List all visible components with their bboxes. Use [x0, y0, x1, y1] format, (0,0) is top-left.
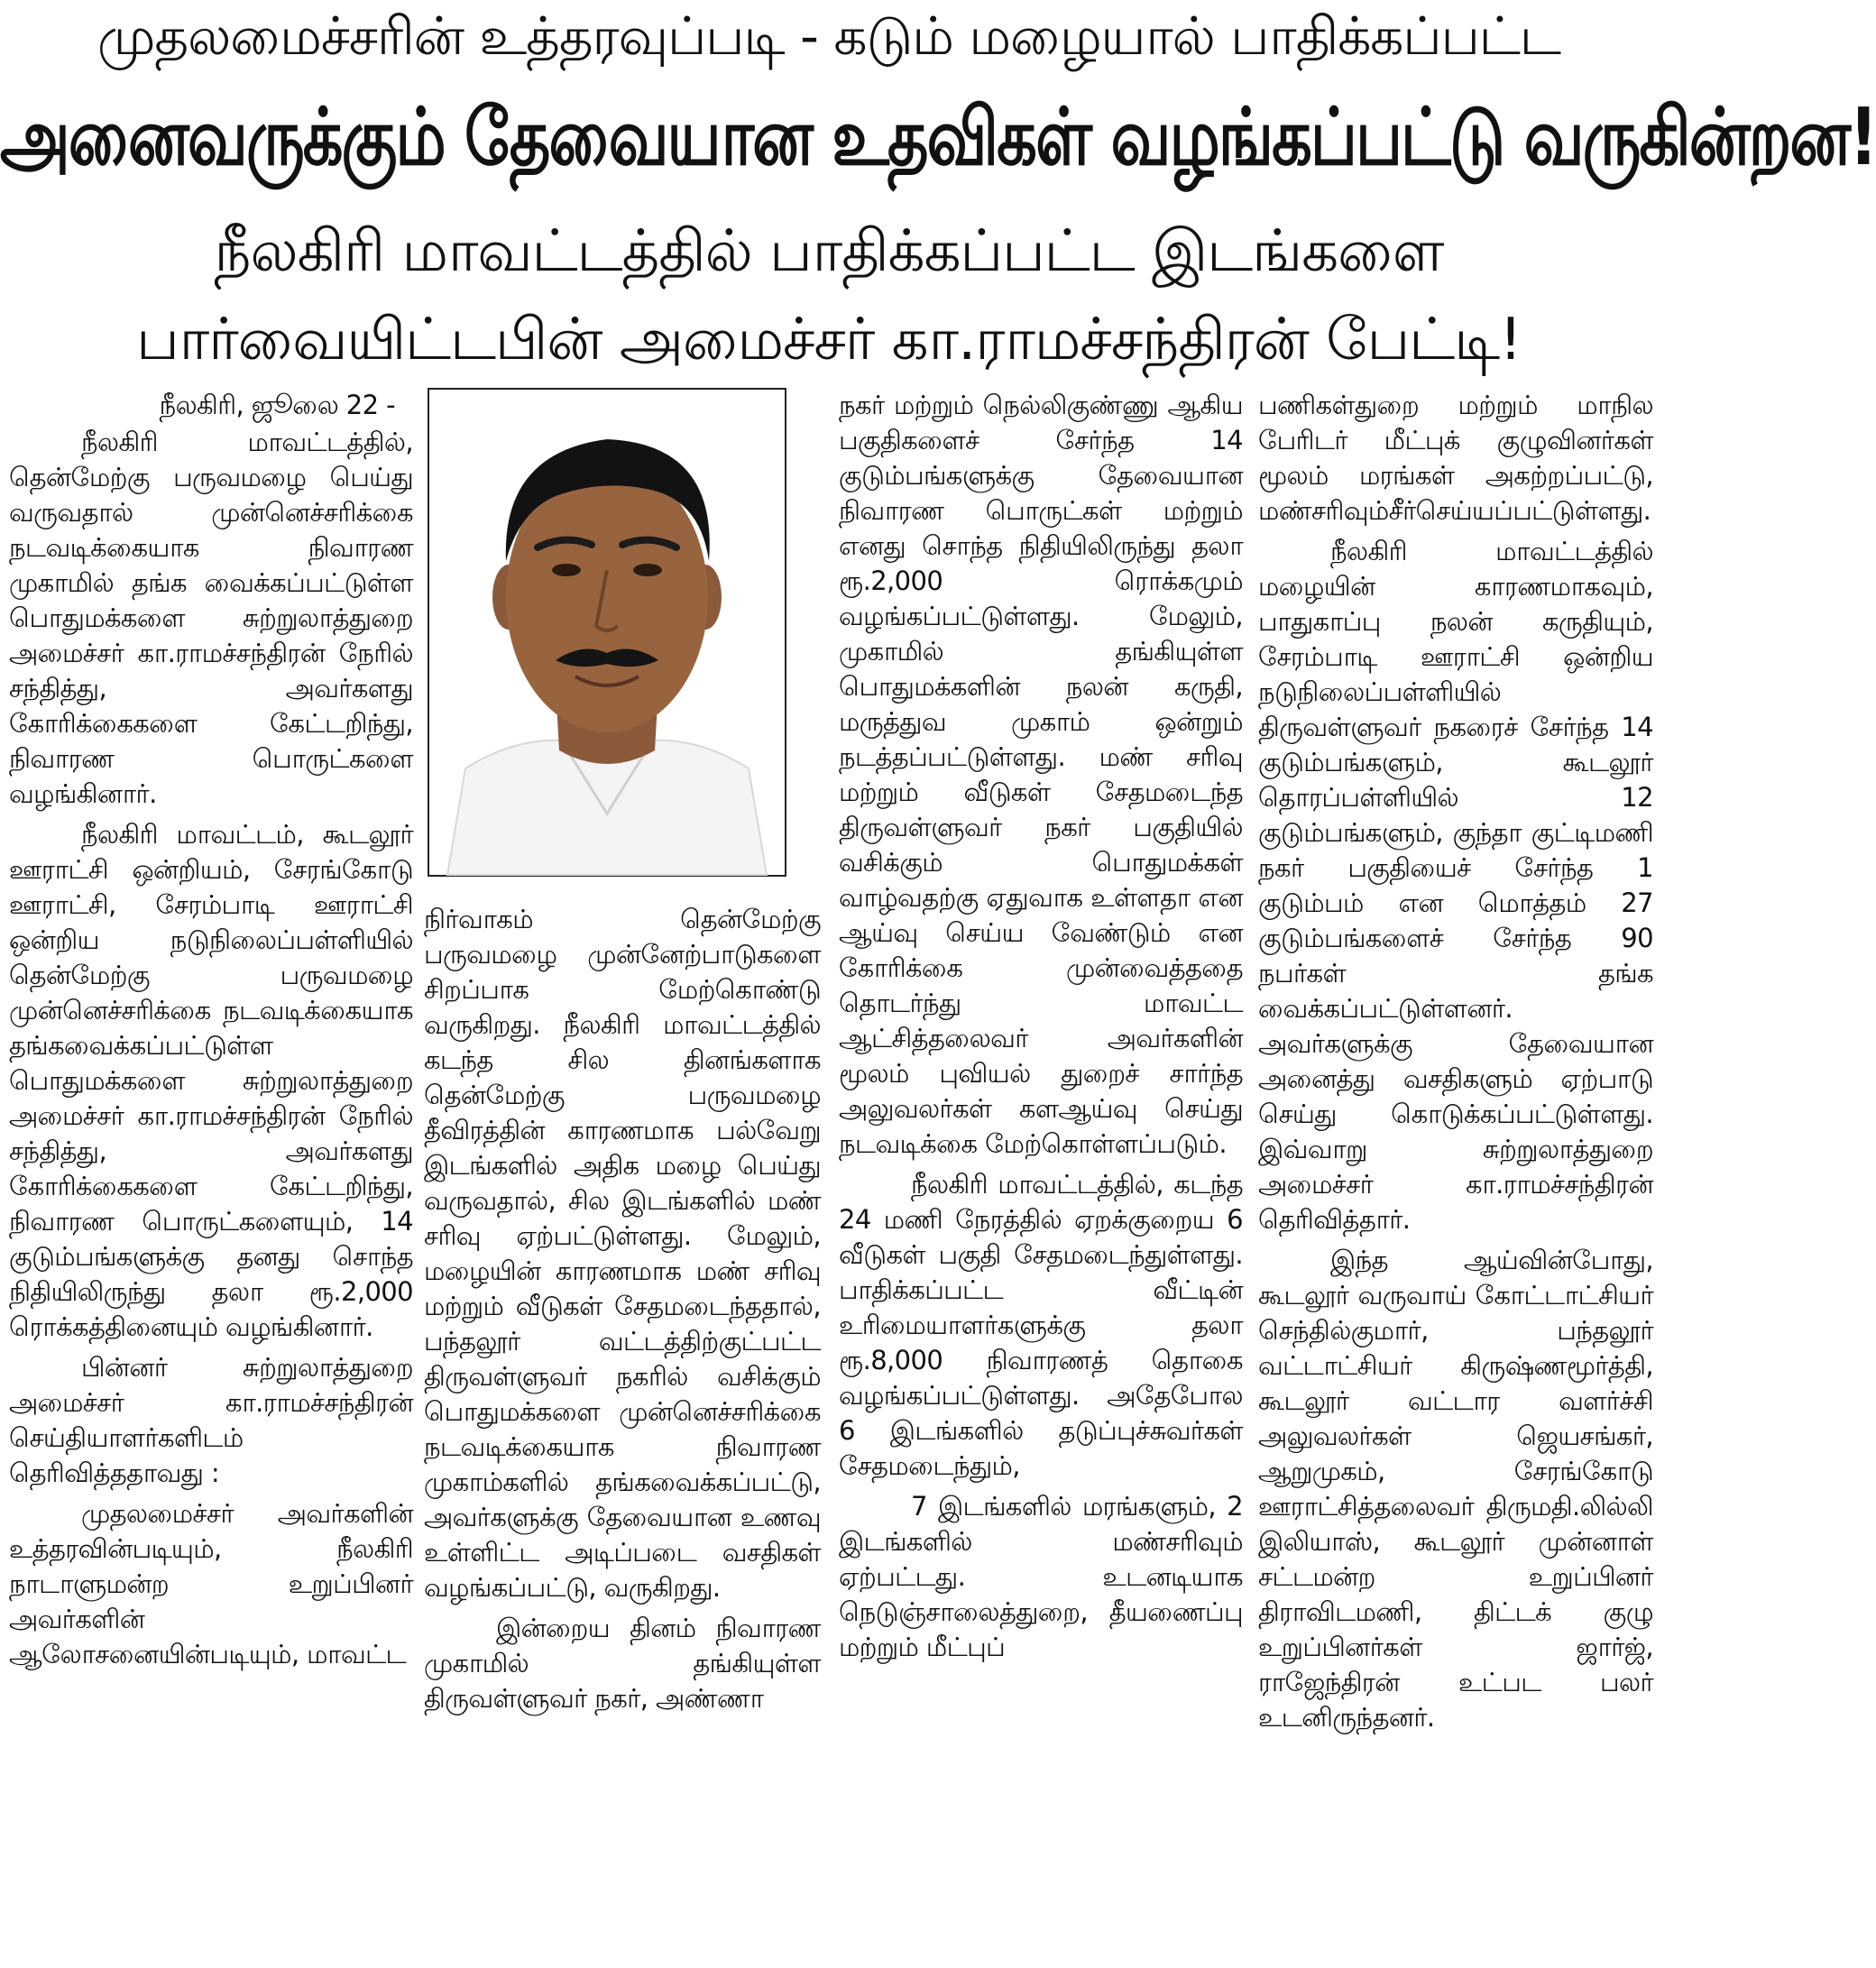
article-column-4: [1258, 388, 1653, 1966]
main-headline: அனைவருக்கும் தேவையான உதவிகள் வழங்கப்பட்டு வருகின்றன!: [0, 90, 1876, 184]
article-column-1: [9, 388, 413, 1966]
paragraph: நீலகிரி மாவட்டத்தில், கடந்த 24 மணி நேரத்தில் ஏறக்குறைய 6 வீடுகள் பகுதி சேதமடைந்துள்ளது. பாதிக்கப்பட்ட வீட்டின் உரிமையாளர்களுக்கு தலா ரூ.8,000 நிவாரணத் தொகை வழங்கப்பட்டுள்ளது. அதேபோல 6 இடங்களில் தடுப்புச்சுவர்கள் சேதமடைந்தும்,: [839, 1169, 1243, 1481]
paragraph: நீலகிரி மாவட்டம், கூடலூர் ஊராட்சி ஒன்றியம், சேரங்கோடு ஊராட்சி, சேரம்பாடி ஊராட்சி ஒன்றிய நடுநிலைப்பள்ளியில் தென்மேற்கு பருவமழை முன்னெச்சரிக்கை நடவடிக்கையாக தங்கவைக்கப்பட்டுள்ள பொதுமக்களை சுற்றுலாத்துறை அமைச்சர் கா.ராமச்சந்திரன் நேரில் சந்தித்து, அவர்களது கோரிக்கைகளை கேட்டறிந்து, நிவாரண பொருட்களையும், 14 குடும்பங்களுக்கு தனது சொந்த நிதியிலிருந்து தலா ரூ.2,000 ரொக்கத்தினையும் வழங்கினார்.: [9, 819, 413, 1342]
paragraph: நீலகிரி மாவட்டத்தில், தென்மேற்கு பருவமழை பெய்து வருவதால் முன்னெச்சரிக்கை நடவடிக்கையாக நிவாரண முகாமில் தங்க வைக்கப்பட்டுள்ள பொதுமக்களை சுற்றுலாத்துறை அமைச்சர் கா.ராமச்சந்திரன் நேரில் சந்தித்து, அவர்களது கோரிக்கைகளை கேட்டறிந்து, நிவாரண பொருட்களை வழங்கினார்.: [9, 427, 413, 809]
paragraph: இந்த ஆய்வின்போது, கூடலூர் வருவாய் கோட்டாட்சியர் செந்தில்குமார், பந்தலூர் வட்டாட்சியர் கிருஷ்ணமூர்த்தி, கூடலூர் வட்டார வளர்ச்சி அலுவலர்கள் ஜெயசங்கர், ஆறுமுகம், சேரங்கோடு ஊராட்சித்தலைவர் திருமதி.லில்லி இலியாஸ், கூடலூர் முன்னாள் சட்டமன்ற உறுப்பினர் திராவிடமணி, திட்டக் குழு உறுப்பினர்கள் ஜார்ஜ், ராஜேந்திரன் உட்பட பலர் உடனிருந்தனர்.: [1258, 1245, 1653, 1733]
minister-portrait-photo: [428, 388, 786, 877]
paragraph: முதலமைச்சர் அவர்களின் உத்தரவின்படியும், நீலகிரி நாடாளுமன்ற உறுப்பினர் அவர்களின் ஆலோசனையின்படியும், மாவட்ட: [9, 1498, 413, 1669]
article-column-3: [839, 388, 1243, 1966]
paragraph: நிர்வாகம் தென்மேற்கு பருவமழை முன்னேற்பாடுகளை சிறப்பாக மேற்கொண்டு வருகிறது. நீலகிரி மாவட்டத்தில் கடந்த சில தினங்களாக தென்மேற்கு பருவமழை தீவிரத்தின் காரணமாக பல்வேறு இடங்களில் அதிக மழை பெய்து வருவதால், சில இடங்களில் மண் சரிவு ஏற்பட்டுள்ளது. மேலும், மழையின் காரணமாக மண் சரிவு மற்றும் வீடுகள் சேதமடைந்ததால், பந்தலூர் வட்டத்திற்குட்பட்ட திருவள்ளுவர் நகரில் வசிக்கும் பொதுமக்களை முன்னெச்சரிக்கை நடவடிக்கையாக நிவாரண முகாம்களில் தங்கவைக்கப்பட்டு, அவர்களுக்கு தேவையான உணவு உள்ளிட்ட அடிப்படை வசதிகள் வழங்கப்பட்டு, வருகிறது.: [424, 904, 821, 1603]
article-column-2: [424, 902, 821, 1966]
kicker-line: முதலமைச்சரின் உத்தரவுப்படி - கடும் மழையால் பாதிக்கப்பட்ட: [97, 5, 1561, 67]
paragraph: நீலகிரி மாவட்டத்தில் மழையின் காரணமாகவும், பாதுகாப்பு நலன் கருதியும், சேரம்பாடி ஊராட்சி ஒன்றிய நடுநிலைப்பள்ளியில் திருவள்ளுவர் நகரைச் சேர்ந்த 14 குடும்பங்களும், கூடலூர் தொரப்பள்ளியில் 12 குடும்பங்களும், குந்தா குட்டிமணி நகர் பகுதியைச் சேர்ந்த 1 குடும்பம் என மொத்தம் 27 குடும்பங்களைச் சேர்ந்த 90 நபர்கள் தங்க வைக்கப்பட்டுள்ளனர். அவர்களுக்கு தேவையான அனைத்து வசதிகளும் ஏற்பாடு செய்து கொடுக்கப்பட்டுள்ளது. இவ்வாறு சுற்றுலாத்துறை அமைச்சர் கா.ராமச்சந்திரன் தெரிவித்தார்.: [1258, 536, 1653, 1235]
paragraph: பின்னர் சுற்றுலாத்துறை அமைச்சர் கா.ராமச்சந்திரன் செய்தியாளர்களிடம் தெரிவித்ததாவது :: [9, 1352, 413, 1488]
dateline: நீலகிரி, ஜூலை 22 -: [159, 390, 395, 420]
paragraph: 7 இடங்களில் மரங்களும், 2 இடங்களில் மண்சரிவும் ஏற்பட்டது. உடனடியாக நெடுஞ்சாலைத்துறை, தீயணைப்பு மற்றும் மீட்புப்: [839, 1491, 1243, 1662]
subheadline-line-1: நீலகிரி மாவட்டத்தில் பாதிக்கப்பட்ட இடங்களை: [214, 218, 1444, 285]
paragraph: இன்றைய தினம் நிவாரண முகாமில் தங்கியுள்ள திருவள்ளுவர் நகர், அண்ணா: [424, 1613, 821, 1714]
paragraph: பணிகள்துறை மற்றும் மாநில பேரிடர் மீட்புக் குழுவினர்கள் மூலம் மரங்கள் அகற்றப்பட்டு, மண்சரிவும்சீர்செய்யப்பட்டுள்ளது.: [1258, 390, 1653, 526]
subheadline-line-2: பார்வையிட்டபின் அமைச்சர் கா.ராமச்சந்திரன் பேட்டி!: [136, 307, 1522, 373]
paragraph: நகர் மற்றும் நெல்லிகுண்ணு ஆகிய பகுதிகளைச் சேர்ந்த 14 குடும்பங்களுக்கு தேவையான நிவாரண பொருட்கள் மற்றும் எனது சொந்த நிதியிலிருந்து தலா ரூ.2,000 ரொக்கமும் வழங்கப்பட்டுள்ளது. மேலும், முகாமில் தங்கியுள்ள பொதுமக்களின் நலன் கருதி, மருத்துவ முகாம் ஒன்றும் நடத்தப்பட்டுள்ளது. மண் சரிவு மற்றும் வீடுகள் சேதமடைந்த திருவள்ளுவர் நகர் பகுதியில் வசிக்கும் பொதுமக்கள் வாழ்வதற்கு ஏதுவாக உள்ளதா என ஆய்வு செய்ய வேண்டும் என கோரிக்கை முன்வைத்ததை தொடர்ந்து மாவட்ட ஆட்சித்தலைவர் அவர்களின் மூலம் புவியல் துறைச் சார்ந்த அலுவலர்கள் களஆய்வு செய்து நடவடிக்கை மேற்கொள்ளப்படும்.: [839, 390, 1243, 1159]
